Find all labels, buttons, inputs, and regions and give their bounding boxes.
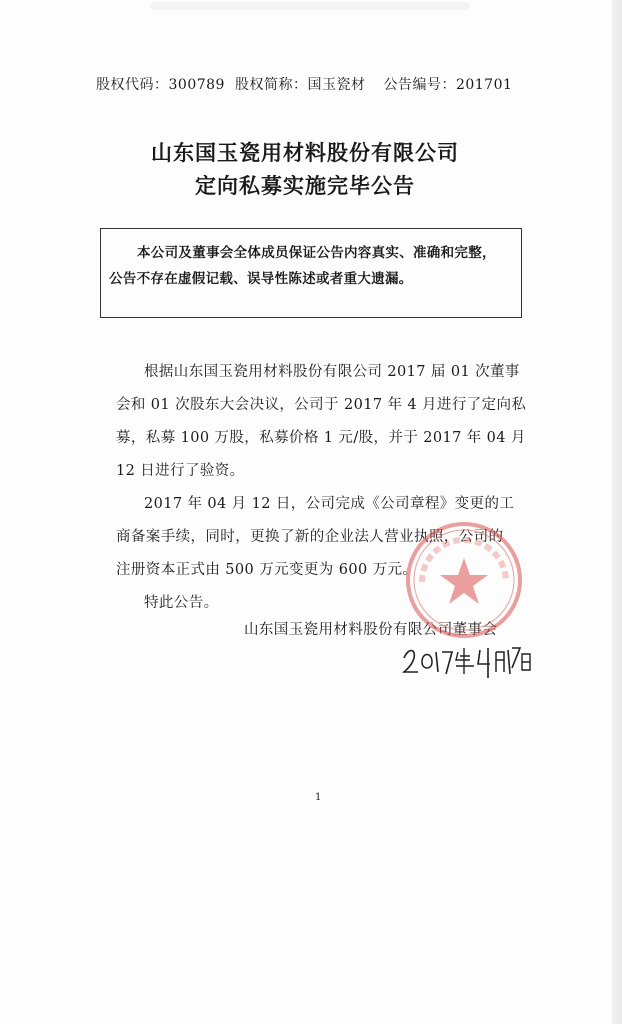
scan-artifact xyxy=(150,2,470,10)
disclaimer-box xyxy=(100,228,522,318)
body-line-3: 募，私募 100 万股，私募价格 1 元/股，并于 2017 年 04 月 xyxy=(116,430,526,446)
body-line-5: 2017 年 04 月 12 日，公司完成《公司章程》变更的工 xyxy=(144,496,515,512)
disclaimer-line-2: 公告不存在虚假记载、误导性陈述或者重大遗漏。 xyxy=(109,271,413,287)
seal-star-icon xyxy=(440,558,488,604)
announcement-header xyxy=(96,74,512,94)
body-line-7: 注册资本正式由 500 万元变更为 600 万元。 xyxy=(116,562,418,578)
page-number: 1 xyxy=(315,792,322,803)
announcement-title: 定向私募实施完毕公告 xyxy=(195,174,415,198)
body-line-6: 商备案手续，同时，更换了新的企业法人营业执照，公司的 xyxy=(116,529,504,545)
company-seal xyxy=(404,520,524,640)
body-line-1: 根据山东国玉瓷用材料股份有限公司 2017 届 01 次董事 xyxy=(144,364,520,380)
body-line-2: 会和 01 次股东大会决议，公司于 2017 年 4 月进行了定向私 xyxy=(116,397,527,413)
stock-name: 股权简称：国玉瓷材 xyxy=(234,77,366,93)
body-line-4: 12 日进行了验资。 xyxy=(116,463,245,479)
disclaimer-line-1: 本公司及董事会全体成员保证公告内容真实、准确和完整， xyxy=(137,245,496,261)
company-title: 山东国玉瓷用材料股份有限公司 xyxy=(151,141,459,165)
announcement-number: 公告编号：201701 xyxy=(383,77,513,93)
handwritten-date-signature xyxy=(398,638,532,682)
board-signoff: 山东国玉瓷用材料股份有限公司董事会 xyxy=(244,622,498,638)
closing-phrase: 特此公告。 xyxy=(144,595,219,611)
stock-code: 股权代码：300789 xyxy=(96,77,225,93)
